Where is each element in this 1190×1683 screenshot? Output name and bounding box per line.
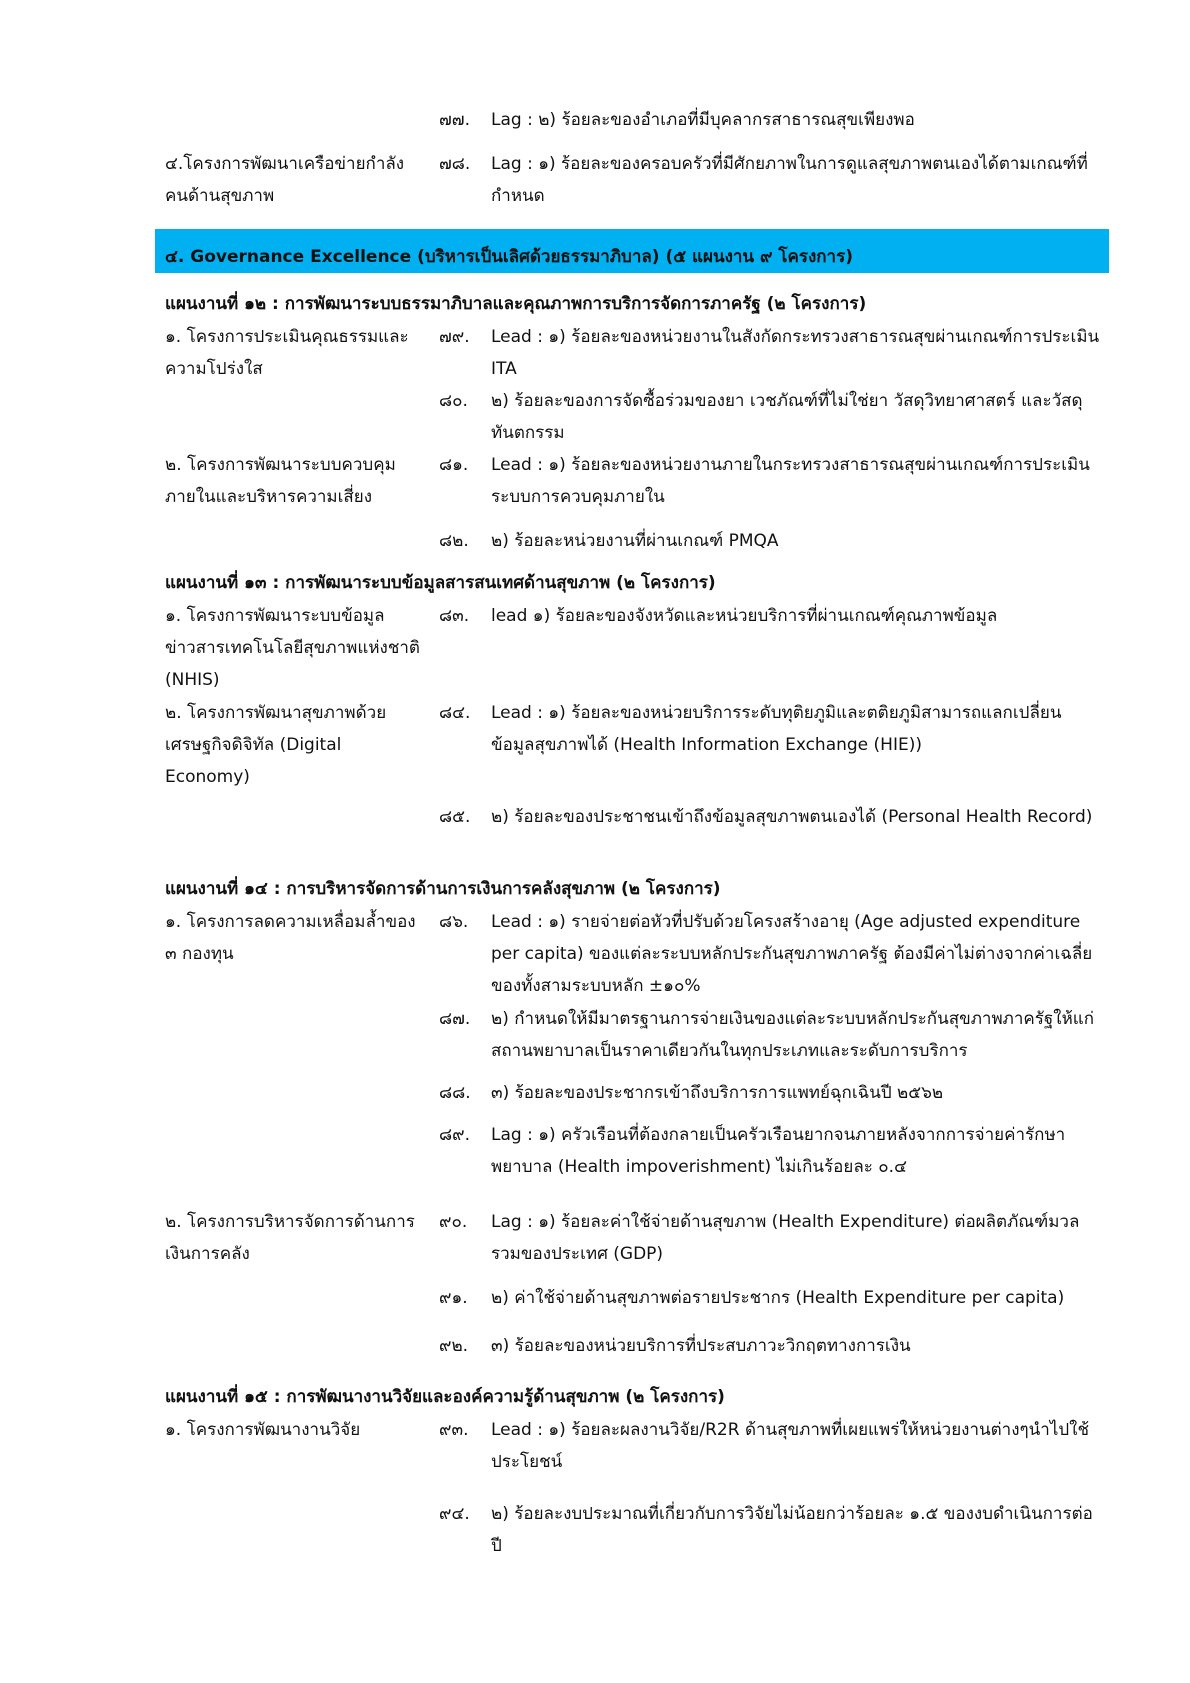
project-name: ๒. โครงการบริหารจัดการด้านการเงินการคลัง [165, 1212, 415, 1264]
indicator-number: ๙๒. [439, 1336, 469, 1356]
indicator-text: lead ๑) ร้อยละของจังหวัดและหน่วยบริการที่ผ่านเกณฑ์คุณภาพข้อมูล [491, 606, 998, 626]
plan-heading: แผนงานที่ ๑๒ : การพัฒนาระบบธรรมาภิบาลและคุณภาพการบริการจัดการภาครัฐ (๒ โครงการ) [165, 294, 867, 314]
indicator-number: ๘๗. [439, 1009, 471, 1029]
indicator-text: ๒) ร้อยละหน่วยงานที่ผ่านเกณฑ์ PMQA [491, 531, 779, 551]
indicator-text: Lead : ๑) ร้อยละของหน่วยงานภายในกระทรวงสาธารณสุขผ่านเกณฑ์การประเมินระบบการควบคุมภายใน [491, 455, 1090, 507]
indicator-number: ๘๘. [439, 1083, 471, 1103]
project-name: ๑. โครงการประเมินคุณธรรมและความโปร่งใส [165, 327, 409, 379]
indicator-text: ๒) ค่าใช้จ่ายด้านสุขภาพต่อรายประชากร (Health Expenditure per capita) [491, 1288, 1065, 1308]
indicator-number: ๗๙. [439, 327, 470, 347]
indicator-text: ๓) ร้อยละของหน่วยบริการที่ประสบภาวะวิกฤตทางการเงิน [491, 1336, 911, 1356]
indicator-number: ๗๘. [439, 154, 471, 174]
indicator-text: Lead : ๑) ร้อยละผลงานวิจัย/R2R ด้านสุขภาพที่เผยแพร่ให้หน่วยงานต่างๆนำไปใช้ประโยชน์ [491, 1420, 1090, 1472]
project-name: ๑. โครงการลดความเหลื่อมล้ำของ ๓ กองทุน [165, 912, 416, 964]
indicator-text: Lead : ๑) ร้อยละของหน่วยบริการระดับทุติยภูมิและตติยภูมิสามารถแลกเปลี่ยนข้อมูลสุขภาพได้ (Health Information Exchange (HIE)) [491, 703, 1062, 755]
indicator-text: ๒) กำหนดให้มีมาตรฐานการจ่ายเงินของแต่ละระบบหลักประกันสุขภาพภาครัฐให้แก่สถานพยาบาลเป็นราคาเดียวกันในทุกประเภทและระดับการบริการ [491, 1009, 1095, 1061]
indicator-text: ๒) ร้อยละงบประมาณที่เกี่ยวกับการวิจัยไม่น้อยกว่าร้อยละ ๑.๕ ของงบดำเนินการต่อปี [491, 1504, 1093, 1556]
indicator-number: ๘๖. [439, 912, 469, 932]
indicator-text: Lead : ๑) รายจ่ายต่อหัวที่ปรับด้วยโครงสร้างอายุ (Age adjusted expenditure per capita) ของแต่ละระบบหลักประกันสุขภาพภาครัฐ ต้องมีค่าไม่ต่างจากค่าเฉลี่ยของทั้งสามระบบหลัก ±๑๐% [491, 912, 1093, 996]
indicator-text: Lag : ๑) ร้อยละของครอบครัวที่มีศักยภาพในการดูแลสุขภาพตนเองได้ตามเกณฑ์ที่กำหนด [491, 154, 1088, 206]
project-name: ๒. โครงการพัฒนาระบบควบคุมภายในและบริหารความเสี่ยง [165, 455, 396, 507]
indicator-number: ๙๓. [439, 1420, 469, 1440]
project-name: ๑. โครงการพัฒนาระบบข้อมูลข่าวสารเทคโนโลยีสุขภาพแห่งชาติ (NHIS) [165, 606, 420, 690]
project-name: ๔.โครงการพัฒนาเครือข่ายกำลังคนด้านสุขภาพ [165, 154, 405, 206]
indicator-number: ๘๐. [439, 391, 468, 411]
indicator-text: Lag : ๒) ร้อยละของอำเภอที่มีบุคลากรสาธารณสุขเพียงพอ [491, 110, 915, 130]
indicator-number: ๙๑. [439, 1288, 468, 1308]
indicator-number: ๘๒. [439, 531, 469, 551]
indicator-text: ๒) ร้อยละของประชาชนเข้าถึงข้อมูลสุขภาพตนเองได้ (Personal Health Record) [491, 807, 1093, 827]
indicator-number: ๘๓. [439, 606, 470, 626]
indicator-number: ๘๔. [439, 703, 471, 723]
indicator-text: Lead : ๑) ร้อยละของหน่วยงานในสังกัดกระทรวงสาธารณสุขผ่านเกณฑ์การประเมิน ITA [491, 327, 1100, 379]
indicator-number: ๘๕. [439, 807, 471, 827]
indicator-text: ๓) ร้อยละของประชากรเข้าถึงบริการการแพทย์ฉุกเฉินปี ๒๕๖๒ [491, 1083, 944, 1103]
indicator-number: ๘๑. [439, 455, 469, 475]
indicator-text: ๒) ร้อยละของการจัดซื้อร่วมของยา เวชภัณฑ์ที่ไม่ใช่ยา วัสดุวิทยาศาสตร์ และวัสดุทันตกรรม [491, 391, 1083, 443]
indicator-number: ๙๐. [439, 1212, 468, 1232]
indicator-text: Lag : ๑) ร้อยละค่าใช้จ่ายด้านสุขภาพ (Health Expenditure) ต่อผลิตภัณฑ์มวลรวมของประเทศ (GDP) [491, 1212, 1080, 1264]
plan-heading: แผนงานที่ ๑๕ : การพัฒนางานวิจัยและองค์ความรู้ด้านสุขภาพ (๒ โครงการ) [165, 1387, 725, 1407]
section-banner: ๔. Governance Excellence (บริหารเป็นเลิศด้วยธรรมาภิบาล) (๕ แผนงาน ๙ โครงการ) [155, 229, 1109, 273]
project-name: ๑. โครงการพัฒนางานวิจัย [165, 1420, 361, 1440]
indicator-number: ๗๗. [439, 110, 470, 130]
indicator-number: ๘๙. [439, 1125, 470, 1145]
project-name: ๒. โครงการพัฒนาสุขภาพด้วยเศรษฐกิจดิจิทัล (Digital Economy) [165, 703, 387, 787]
plan-heading: แผนงานที่ ๑๓ : การพัฒนาระบบข้อมูลสารสนเทศด้านสุขภาพ (๒ โครงการ) [165, 573, 716, 593]
indicator-text: Lag : ๑) ครัวเรือนที่ต้องกลายเป็นครัวเรือนยากจนภายหลังจากการจ่ายค่ารักษาพยาบาล (Health impoverishment) ไม่เกินร้อยละ ๐.๔ [491, 1125, 1066, 1177]
plan-heading: แผนงานที่ ๑๔ : การบริหารจัดการด้านการเงินการคลังสุขภาพ (๒ โครงการ) [165, 879, 721, 899]
indicator-number: ๙๔. [439, 1504, 470, 1524]
